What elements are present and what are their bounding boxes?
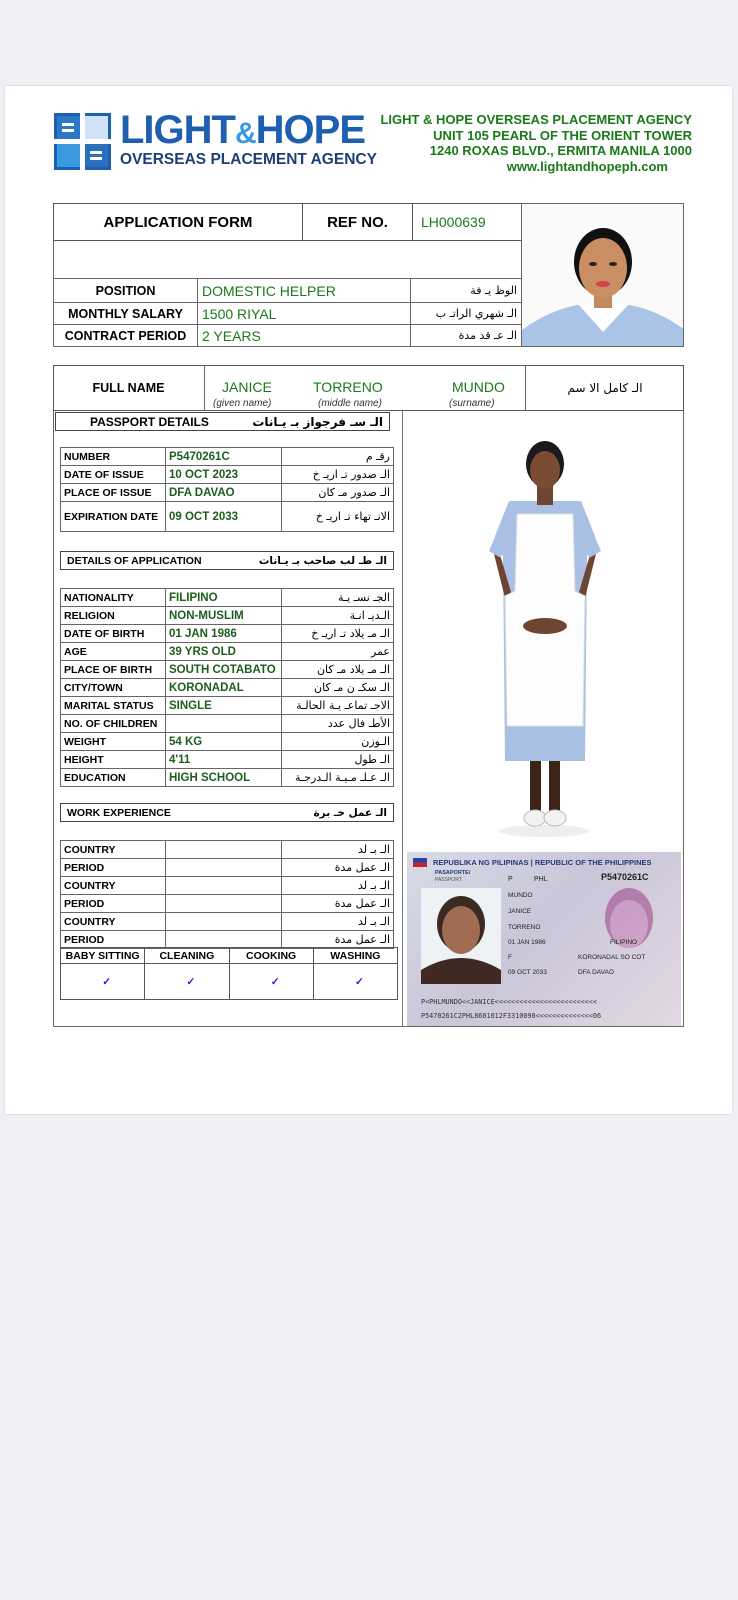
passport-scan-pob: KORONADAL SO COT (578, 954, 646, 961)
work-label: COUNTRY (61, 877, 166, 895)
work-row (61, 859, 394, 877)
ref-value-cell: LH000639 (412, 203, 522, 241)
passport-value: DFA DAVAO (166, 484, 282, 502)
application-value: SINGLE (166, 697, 282, 715)
passport-scan-given: JANICE (508, 908, 532, 915)
application-value (166, 715, 282, 733)
contract-arabic: الـ عـ قد مدة (411, 325, 522, 347)
form-title-cell: APPLICATION FORM (53, 203, 303, 241)
work-arabic: الـ بـ لد (282, 841, 394, 859)
passport-label: PLACE OF ISSUE (61, 484, 166, 502)
top-bar (0, 0, 738, 84)
work-label: COUNTRY (61, 841, 166, 859)
work-label: PERIOD (61, 895, 166, 913)
checkmark-icon: ✓ (313, 964, 397, 1000)
checkmark-icon: ✓ (229, 964, 313, 1000)
middle-name: TORRENO (313, 379, 383, 395)
passport-row (61, 448, 394, 466)
passport-row (61, 466, 394, 484)
application-arabic: الـديـ انـة (282, 607, 394, 625)
applicant-full-body-photo (409, 426, 679, 841)
passport-scan-word-en: PASSPORT (435, 877, 462, 883)
application-row (61, 625, 394, 643)
work-label: COUNTRY (61, 913, 166, 931)
contract-label: CONTRACT PERIOD (54, 325, 198, 347)
application-arabic: الأطـ فال عدد (282, 715, 394, 733)
application-arabic: الـ سكـ ن مـ كان (282, 679, 394, 697)
application-value: 54 KG (166, 733, 282, 751)
application-label: RELIGION (61, 607, 166, 625)
agency-address-block (380, 112, 692, 174)
header-spacer (53, 240, 522, 279)
passport-mrz-line2: P5470261C2PHL8601012F3310090<<<<<<<<<<<<<<06 (421, 1012, 602, 1020)
application-label: HEIGHT (61, 751, 166, 769)
passport-table (60, 447, 394, 532)
passport-arabic: الـ صدور مـ كان (282, 484, 394, 502)
passport-scan-middle: TORRENO (508, 924, 541, 931)
applicant-headshot-photo (521, 203, 684, 347)
passport-row (61, 484, 394, 502)
passport-photo (421, 888, 501, 984)
application-arabic: الـ طول (282, 751, 394, 769)
passport-scan-word: PASAPORTE/ (435, 870, 471, 876)
application-row (61, 589, 394, 607)
passport-mrz-line1: P<PHLMUNDO<<JANICE<<<<<<<<<<<<<<<<<<<<<<<<< (421, 998, 597, 1006)
work-value (166, 895, 282, 913)
work-label: PERIOD (61, 931, 166, 949)
work-arabic: الـ بـ لد (282, 877, 394, 895)
application-value: NON-MUSLIM (166, 607, 282, 625)
application-row (61, 679, 394, 697)
salary-row (54, 303, 522, 325)
application-form-page (5, 86, 732, 1114)
application-row (61, 715, 394, 733)
passport-value: 09 OCT 2033 (166, 502, 282, 532)
agency-name: LIGHT & HOPE OVERSEAS PLACEMENT AGENCY (380, 112, 692, 127)
work-value (166, 877, 282, 895)
checkmark-icon: ✓ (61, 964, 145, 1000)
passport-scan-number: P5470261C (601, 872, 649, 882)
application-arabic: الـ مـ يلاد تـ اريـ خ (282, 625, 394, 643)
passport-scan-republic: REPUBLIKA NG PILIPINAS | REPUBLIC OF THE PHILIPPINES (433, 858, 652, 867)
salary-label: MONTHLY SALARY (54, 303, 198, 325)
application-label: DATE OF BIRTH (61, 625, 166, 643)
application-row (61, 661, 394, 679)
position-label: POSITION (54, 279, 198, 303)
skill-label: COOKING (229, 948, 313, 964)
application-arabic: الـ عـلـ مـيـة الـدرجـة (282, 769, 394, 787)
salary-arabic: الـ شهري الراتـ ب (411, 303, 522, 325)
application-label: NATIONALITY (61, 589, 166, 607)
skill-label: CLEANING (145, 948, 229, 964)
application-value: FILIPINO (166, 589, 282, 607)
passport-value: P5470261C (166, 448, 282, 466)
passport-scan-code: PHL (534, 876, 548, 883)
application-arabic: الـوزن (282, 733, 394, 751)
application-arabic: الاجـ تماعـ يـة الحالـة (282, 697, 394, 715)
passport-label: EXPIRATION DATE (61, 502, 166, 532)
work-row (61, 841, 394, 859)
work-row (61, 895, 394, 913)
application-value: SOUTH COTABATO (166, 661, 282, 679)
passport-label: DATE OF ISSUE (61, 466, 166, 484)
application-table (60, 588, 394, 787)
work-arabic: الـ عمل مدة (282, 931, 394, 949)
agency-address-line1: UNIT 105 PEARL OF THE ORIENT TOWER (433, 127, 692, 143)
contract-row (54, 325, 522, 347)
passport-scan-authority: DFA DAVAO (578, 969, 614, 976)
agency-website: www.lightandhopeph.com (506, 158, 668, 174)
salary-value: 1500 RIYAL (198, 303, 411, 325)
work-arabic: الـ عمل مدة (282, 859, 394, 877)
passport-value: 10 OCT 2023 (166, 466, 282, 484)
passport-arabic: الـ صدور تـ اريـ خ (282, 466, 394, 484)
passport-scan-dob: 01 JAN 1986 (508, 939, 546, 946)
application-row (61, 643, 394, 661)
surname: MUNDO (452, 379, 505, 395)
application-row (61, 697, 394, 715)
given-name-caption: (given name) (213, 398, 272, 409)
work-label: PERIOD (61, 859, 166, 877)
application-value: KORONADAL (166, 679, 282, 697)
work-row (61, 913, 394, 931)
application-arabic: الجـ نسـ يـة (282, 589, 394, 607)
work-value (166, 841, 282, 859)
agency-logo-icon (54, 113, 111, 170)
application-label: AGE (61, 643, 166, 661)
application-label: WEIGHT (61, 733, 166, 751)
passport-arabic: الانـ تهاء تـ اريـ خ (282, 502, 394, 532)
work-row (61, 931, 394, 949)
passport-scan-nationality: FILIPINO (610, 939, 638, 946)
application-label: CITY/TOWN (61, 679, 166, 697)
ref-label-cell: REF NO. (302, 203, 413, 241)
passport-label: NUMBER (61, 448, 166, 466)
work-value (166, 859, 282, 877)
application-row (61, 769, 394, 787)
application-label: NO. OF CHILDREN (61, 715, 166, 733)
passport-row (61, 502, 394, 532)
work-experience-table (60, 840, 394, 949)
passport-scan-expiry: 09 OCT 2033 (508, 969, 547, 976)
application-row (61, 751, 394, 769)
application-arabic: الـ مـ يلاد مـ كان (282, 661, 394, 679)
application-label: EDUCATION (61, 769, 166, 787)
given-name: JANICE (222, 379, 272, 395)
lower-frame-divider (402, 411, 403, 1027)
application-row (61, 607, 394, 625)
checkmark-icon: ✓ (145, 964, 229, 1000)
position-value: DOMESTIC HELPER (198, 279, 411, 303)
agency-address-line2: 1240 ROXAS BLVD., ERMITA MANILA 1000 (429, 143, 692, 158)
passport-scan-sex: F (508, 954, 512, 961)
work-experience-header: WORK EXPERIENCE الـ عمل خـ برة (60, 803, 394, 822)
position-arabic: الوظ يـ فة (411, 279, 522, 303)
skills-table (60, 947, 398, 1000)
skill-label: WASHING (313, 948, 397, 964)
passport-scan-type: P (508, 876, 513, 883)
logo-subtitle: OVERSEAS PLACEMENT AGENCY (120, 151, 377, 168)
application-details-header: DETAILS OF APPLICATION الـ طـ لب صاحب بـ يـانات (60, 551, 394, 570)
middle-name-caption: (middle name) (318, 398, 382, 409)
position-row (54, 279, 522, 303)
application-label: MARITAL STATUS (61, 697, 166, 715)
passport-scan-image (407, 852, 681, 1026)
philippine-flag-icon (413, 858, 427, 867)
passport-arabic: رقـ م (282, 448, 394, 466)
full-name-arabic: الـ كامل الا سم (525, 365, 684, 411)
work-row (61, 877, 394, 895)
application-value: HIGH SCHOOL (166, 769, 282, 787)
job-details-table (53, 278, 522, 347)
work-arabic: الـ بـ لد (282, 913, 394, 931)
passport-scan-surname: MUNDO (508, 892, 533, 899)
application-value: 39 YRS OLD (166, 643, 282, 661)
contract-value: 2 YEARS (198, 325, 411, 347)
application-row (61, 733, 394, 751)
work-arabic: الـ عمل مدة (282, 895, 394, 913)
logo-title: LIGHT&HOPE (120, 108, 366, 152)
surname-caption: (surname) (449, 398, 495, 409)
passport-details-header: PASSPORT DETAILS الـ سـ فرجواز بـ يـانات (55, 412, 390, 431)
application-value: 01 JAN 1986 (166, 625, 282, 643)
full-name-label: FULL NAME (53, 365, 205, 411)
skill-label: BABY SITTING (61, 948, 145, 964)
application-value: 4'11 (166, 751, 282, 769)
work-value (166, 913, 282, 931)
application-arabic: عمر (282, 643, 394, 661)
work-value (166, 931, 282, 949)
application-label: PLACE OF BIRTH (61, 661, 166, 679)
